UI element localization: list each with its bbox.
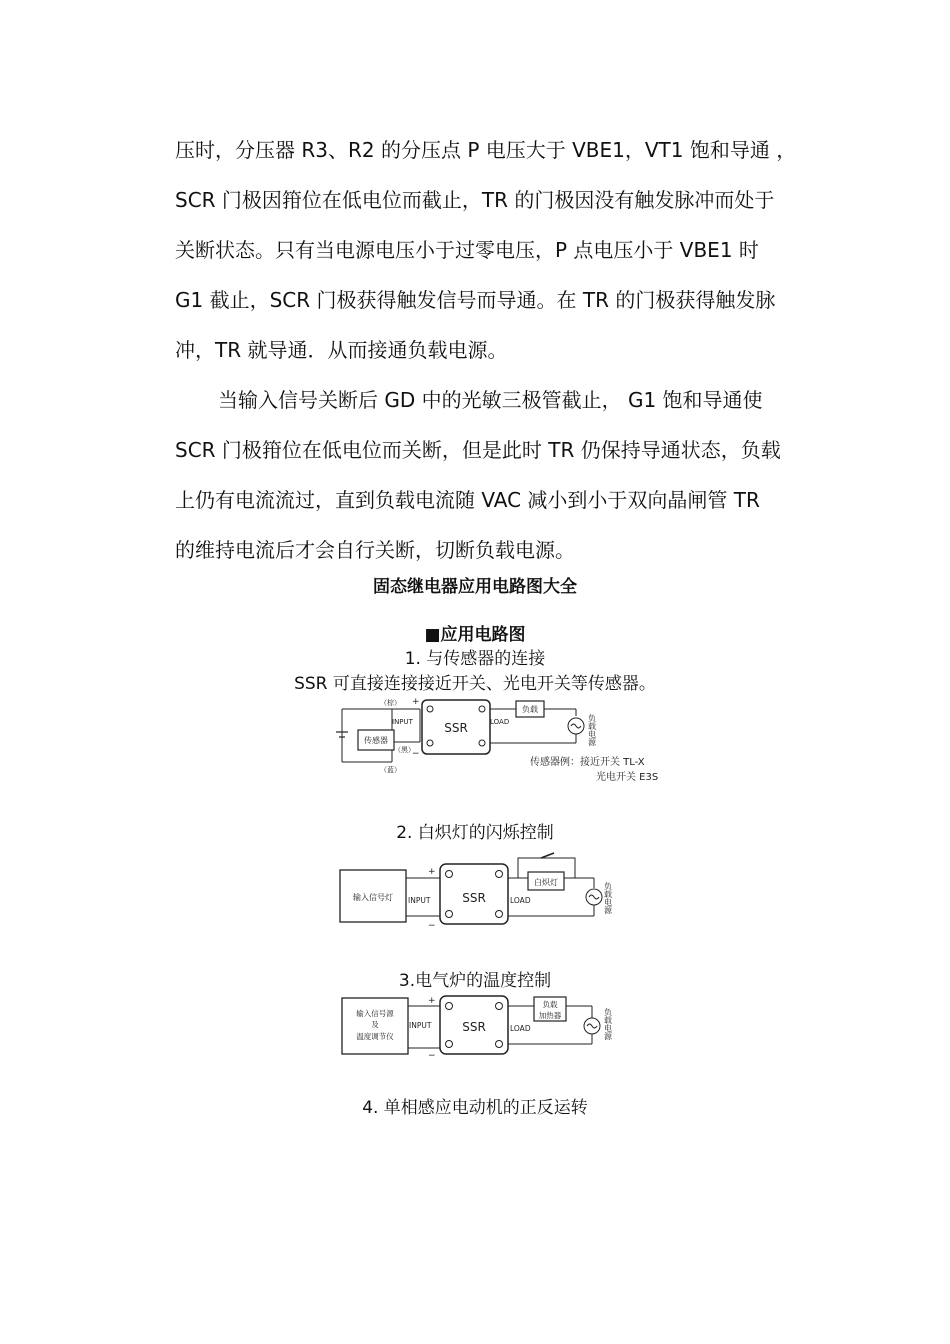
svg-text:输入信号源: 输入信号源 (356, 1009, 394, 1018)
svg-text:及: 及 (371, 1020, 379, 1029)
sensor-label: 传感器 (364, 736, 388, 745)
paragraph-1 (175, 139, 815, 389)
svg-text:光电开关 E3S: 光电开关 E3S (596, 772, 659, 783)
text-line: 冲，TR 就导通．从而接通负载电源。 (175, 338, 508, 362)
ssr-label: SSR (444, 721, 468, 735)
svg-text:INPUT: INPUT (392, 718, 413, 726)
svg-text:输入信号灯: 输入信号灯 (353, 893, 393, 902)
svg-text:INPUT: INPUT (409, 1021, 432, 1030)
svg-text:+: + (428, 867, 436, 877)
item-1-desc: SSR 可直接连接接近开关、光电开关等传感器。 (294, 674, 656, 694)
svg-text:SSR: SSR (462, 1020, 486, 1034)
svg-text:负载: 负载 (522, 705, 538, 714)
svg-text:−: − (412, 749, 420, 759)
svg-text:加热器: 加热器 (538, 1011, 562, 1020)
svg-text:LOAD: LOAD (510, 896, 531, 905)
text-line: 压时，分压器 R3、R2 的分压点 P 电压大于 VBE1，VT1 饱和导通 ， (175, 138, 797, 162)
item-1-title: 1. 与传感器的连接 (404, 649, 546, 669)
svg-text:+: + (428, 996, 436, 1006)
text-line: 关断状态。只有当电源电压小于过零电压，P 点电压小于 VBE1 时 (175, 238, 759, 262)
svg-text:LOAD: LOAD (510, 1024, 531, 1033)
lamp-flash-circuit-diagram (338, 850, 628, 930)
svg-text:SSR: SSR (462, 891, 486, 905)
svg-text:传感器例：接近开关 TL-X: 传感器例：接近开关 TL-X (530, 757, 645, 768)
text-line: G1 截止，SCR 门极获得触发信号而导通。在 TR 的门极获得触发脉 (175, 288, 776, 312)
sensor-circuit-diagram (330, 692, 670, 792)
item-2-title: 2. 白炽灯的闪烁控制 (396, 823, 554, 843)
paragraph-2 (175, 389, 815, 589)
svg-text:−: − (428, 1051, 436, 1061)
svg-text:负载: 负载 (542, 1000, 558, 1009)
text-line: 的维持电流后才会自行关断，切断负载电源。 (175, 538, 575, 562)
subsection-title: ■应用电路图 (424, 625, 526, 645)
svg-text:LOAD: LOAD (490, 718, 510, 726)
svg-text:温度调节仪: 温度调节仪 (356, 1032, 394, 1041)
svg-text:负载电源: 负载电源 (603, 1008, 613, 1040)
svg-text:（棕）: （棕） (380, 699, 401, 707)
item-3-title: 3.电气炉的温度控制 (398, 971, 552, 991)
svg-text:（蓝）: （蓝） (380, 766, 401, 774)
text-line: 上仍有电流流过，直到负载电流随 VAC 减小到小于双向晶闸管 TR (175, 488, 760, 512)
text-line: 当输入信号关断后 GD 中的光敏三极管截止， G1 饱和导通使 (218, 388, 763, 412)
power-label: 负载电源 (587, 714, 597, 746)
text-line: SCR 门极因箝位在低电位而截止，TR 的门极因没有触发脉冲而处于 (175, 188, 775, 212)
svg-text:−: − (428, 921, 436, 931)
svg-text:（黑）: （黑） (394, 746, 415, 754)
svg-text:白炽灯: 白炽灯 (534, 878, 558, 887)
furnace-temperature-circuit-diagram (338, 994, 628, 1060)
svg-text:负载电源: 负载电源 (603, 882, 613, 914)
section-title: 固态继电器应用电路图大全 (373, 577, 577, 597)
svg-text:+: + (412, 697, 420, 707)
text-line: SCR 门极箝位在低电位而关断，但是此时 TR 仍保持导通状态，负载 (175, 438, 781, 462)
svg-text:INPUT: INPUT (408, 896, 431, 905)
item-4-title: 4. 单相感应电动机的正反运转 (362, 1098, 588, 1118)
